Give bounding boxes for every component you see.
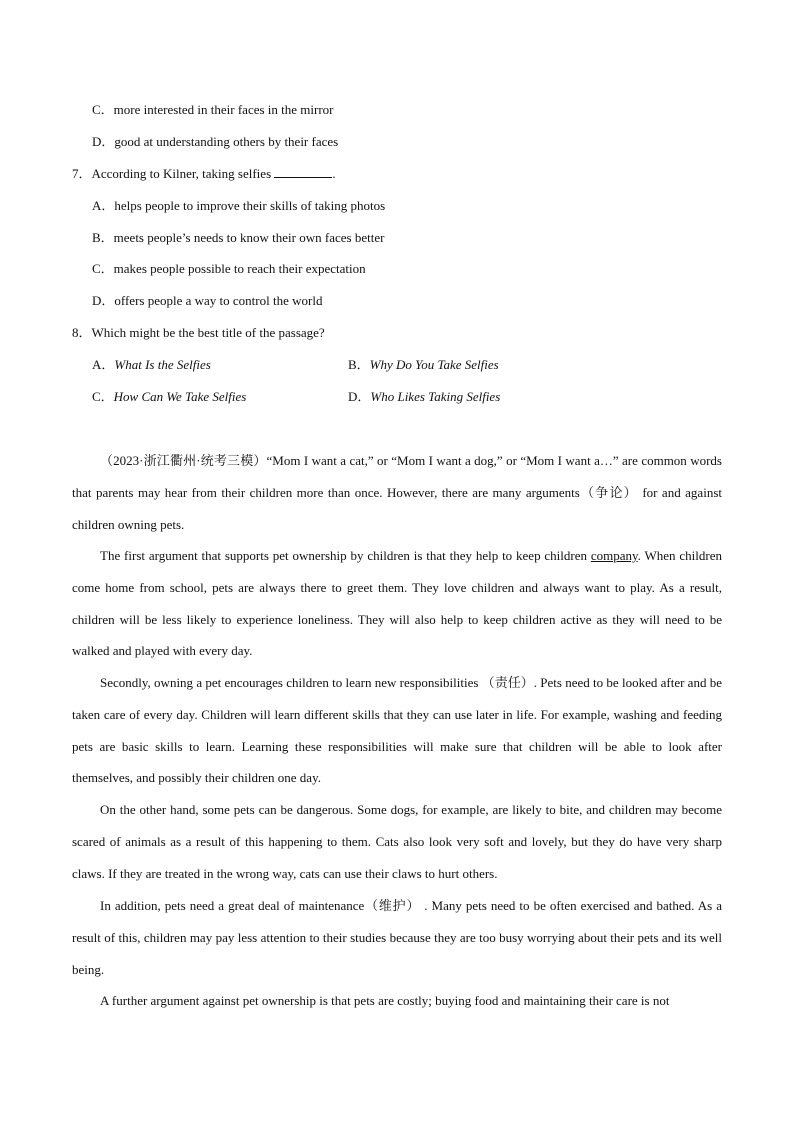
p2-text-start: The first argument that supports pet ownership by children is that they help to keep children — [100, 548, 591, 563]
passage-paragraph-6: A further argument against pet ownership is that pets are costly; buying food and maintaining their care is not — [100, 993, 670, 1008]
q7-option-b: B．meets people’s needs to know their own faces better — [92, 230, 385, 245]
passage-paragraph-1: （2023·浙江衢州·统考三模）“Mom I want a cat,” or “Mom I want a dog,” or “Mom I want a…” are common words that parents may hear from their children more than once. However, there are many arguments（争论） for and against children owning pets. — [72, 453, 722, 532]
q8-option-a-text: What Is the Selfies — [114, 357, 211, 372]
q8-option-a — [92, 356, 211, 374]
q8-option-d — [348, 388, 500, 406]
q7-stem-end: . — [332, 166, 336, 181]
passage-paragraph-3: Secondly, owning a pet encourages children to learn new responsibilities （责任）. Pets need to be looked after and be taken care of every day. Children will learn different skills that they can use later in life. For example, washing and feeding pets are basic skills to learn. Learning these responsibilities will make sure that children will be able to look after themselves, and possibly their children one day. — [72, 675, 722, 786]
passage-paragraph-5: In addition, pets need a great deal of maintenance（维护） . Many pets need to be often exercised and bathed. As a result of this, children may pay less attention to their studies because they are too busy worrying about their pets and its well being. — [72, 898, 722, 977]
q6-option-c: C．more interested in their faces in the mirror — [92, 102, 334, 117]
passage-paragraph-2 — [72, 540, 722, 667]
q8-option-a-letter: A． — [92, 357, 115, 372]
q8-option-b — [348, 356, 499, 374]
q7-stem — [72, 165, 336, 183]
q8-option-c-text: How Can We Take Selfies — [113, 389, 247, 404]
q7-option-a: A．helps people to improve their skills of taking photos — [92, 198, 386, 213]
q7-stem-text: 7．According to Kilner, taking selfies — [72, 166, 275, 181]
q8-option-c-letter: C． — [92, 389, 114, 404]
passage-paragraph-4: On the other hand, some pets can be dangerous. Some dogs, for example, are likely to bite, and children may become scared of animals as a result of this happening to them. Cats also look very soft and lovely, but they do have very sharp claws. If they are treated in the wrong way, cats can use their claws to hurt others. — [72, 802, 722, 881]
q8-option-c — [92, 388, 246, 406]
q8-option-b-letter: B． — [348, 357, 370, 372]
q6-option-d: D．good at understanding others by their faces — [92, 134, 339, 149]
q7-option-d: D．offers people a way to control the world — [92, 293, 323, 308]
q8-stem: 8．Which might be the best title of the passage? — [72, 325, 325, 340]
underlined-word: company — [590, 548, 638, 563]
q7-option-c: C．makes people possible to reach their expectation — [92, 261, 366, 276]
q8-option-d-text: Who Likes Taking Selfies — [370, 389, 501, 404]
p2-text-end: . When children come home from school, pets are always there to greet them. They love children and always want to play. As a result, children will be less likely to experience loneliness. They will also help to keep children active as they will need to be walked and played with every day. — [72, 548, 722, 659]
q8-option-b-text: Why Do You Take Selfies — [369, 357, 499, 372]
answer-blank — [274, 165, 332, 178]
q8-option-d-letter: D． — [348, 389, 371, 404]
